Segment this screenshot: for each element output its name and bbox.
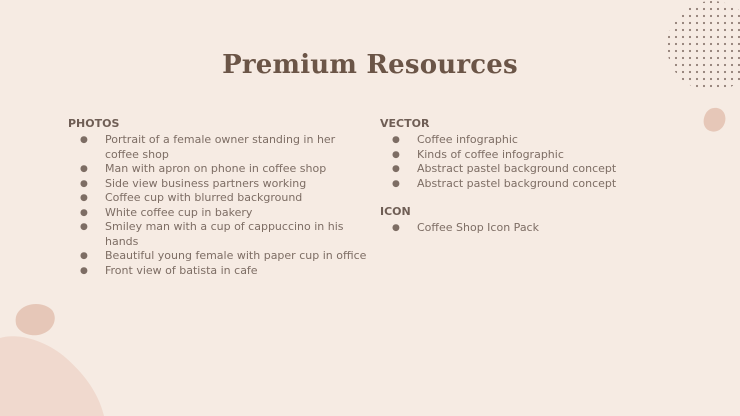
bottom-left-blob-decoration — [0, 296, 120, 416]
bullet-icon: ● — [80, 207, 88, 218]
list-item-text: Abstract pastel background concept — [417, 162, 617, 175]
bullet-icon: ● — [80, 178, 88, 189]
list-item — [68, 249, 368, 264]
photos-section — [68, 117, 368, 292]
list-item — [380, 177, 680, 192]
list-item — [380, 221, 680, 236]
bullet-icon: ● — [80, 193, 88, 203]
bullet-icon: ● — [392, 178, 400, 189]
list-item-text: Side view business partners working — [105, 176, 307, 190]
list-item-text: Coffee cup with blurred background — [105, 191, 303, 204]
list-item-text: Smiley man with a cup of cappuccino in his hands — [105, 220, 344, 248]
bullet-icon: ● — [80, 164, 88, 174]
bullet-icon: ● — [80, 265, 88, 276]
list-item — [68, 191, 368, 206]
list-item — [68, 133, 368, 162]
list-item — [380, 162, 680, 177]
photos-list — [68, 133, 368, 278]
vector-list — [380, 133, 680, 191]
bullet-icon: ● — [392, 149, 400, 160]
vector-icon-section — [380, 117, 680, 250]
list-item-text: Kinds of coffee infographic — [417, 147, 564, 161]
page-title: Premium Resources — [222, 50, 518, 80]
bullet-icon: ● — [80, 251, 88, 261]
list-item — [380, 148, 680, 163]
list-item-text: Coffee Shop Icon Pack — [417, 221, 539, 234]
list-item — [380, 133, 680, 148]
list-item — [68, 264, 368, 279]
bullet-icon: ● — [392, 135, 400, 145]
vector-heading: VECTOR — [380, 117, 430, 130]
list-item-text: White coffee cup in bakery — [105, 205, 253, 219]
list-item — [68, 206, 368, 221]
small-blob-decoration — [700, 106, 730, 136]
bullet-icon: ● — [80, 222, 88, 232]
list-item-text: Abstract pastel background concept — [417, 176, 617, 190]
bullet-icon: ● — [80, 135, 88, 145]
list-item — [68, 162, 368, 177]
bullet-icon: ● — [392, 164, 400, 174]
list-item-text: Man with apron on phone in coffee shop — [105, 162, 327, 175]
list-item-text: Portrait of a female owner standing in her coffee shop — [105, 133, 336, 161]
list-item-text: Front view of batista in cafe — [105, 263, 258, 277]
icon-list — [380, 221, 680, 236]
icon-heading: ICON — [380, 205, 411, 218]
list-item-text: Coffee infographic — [417, 133, 518, 146]
list-item — [68, 220, 368, 249]
bullet-icon: ● — [392, 223, 400, 233]
list-item-text: Beautiful young female with paper cup in office — [105, 249, 367, 262]
photos-heading: PHOTOS — [68, 117, 120, 130]
list-item — [68, 177, 368, 192]
